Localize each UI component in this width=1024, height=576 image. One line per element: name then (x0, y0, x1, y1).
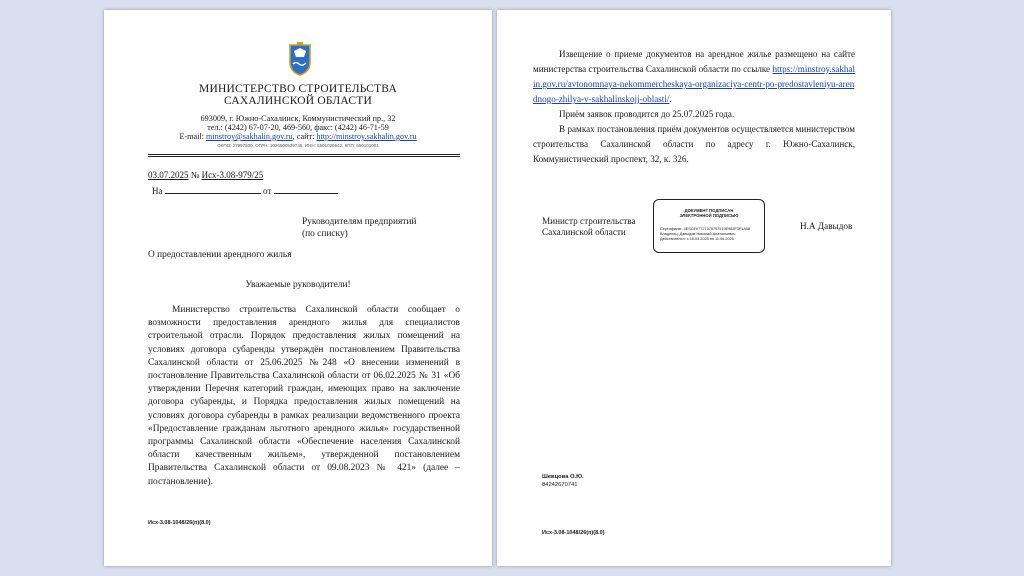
ministry-contacts (104, 132, 492, 141)
coat-of-arms-icon (287, 42, 313, 76)
ministry-name-line1: МИНИСТЕРСТВО СТРОИТЕЛЬСТВА (199, 83, 397, 95)
stamp-title-line2: ЭЛЕКТРОННОЙ ПОДПИСЬЮ (679, 213, 739, 218)
stamp-owner: Владелец: Давыдов Николай Анатольевич (660, 232, 736, 236)
notice-link[interactable]: https://minstroy.sakhalin.gov.ru/avtonomnaya-nekommercheskaya-organizaciya-centr-po-predostavleniyu-arendnogo-zhilya-v-sakhalinskojj-oblasti/ (533, 64, 855, 104)
letter-page-1 (104, 10, 492, 566)
incoming-reference (152, 185, 338, 196)
incoming-date-field (274, 185, 338, 194)
letter-subject: О предоставлении арендного жилья (148, 250, 292, 260)
signer-title-line1: Министр строительства (542, 216, 636, 226)
ministry-name-line2: САХАЛИНСКОЙ ОБЛАСТИ (224, 95, 372, 107)
doc-number: Исх-3.08-979/25 (201, 170, 264, 180)
signer-title (542, 216, 636, 237)
executor-phone: 84242670741 (542, 482, 578, 488)
site-link[interactable]: http://minstroy.sakhalin.gov.ru (316, 132, 417, 141)
ministry-address: 693009, г. Южно-Сахалинск, Коммунистический пр., 32 (200, 114, 396, 123)
address-paragraph: В рамках постановления приём документов осуществляется министерством строительства Сахалинской области по адресу г. Южно-Сахалинск, Коммунистический проспект, 32, к. 326. (533, 124, 855, 164)
email-label: E-mail: (179, 132, 204, 141)
recipient-block (302, 216, 416, 240)
page1-footer-code: Исх-3.08-1048/26(п)(8.0) (148, 520, 211, 526)
doc-no-sign: № (190, 170, 200, 180)
header-rule-thin (148, 156, 460, 157)
electronic-signature-stamp (653, 199, 765, 253)
from-label: от (263, 186, 272, 196)
signer-title-line2: Сахалинской области (542, 226, 626, 237)
salutation: Уважаемые руководители! (245, 280, 351, 290)
page2-body (533, 47, 855, 167)
ministry-name (104, 83, 492, 107)
executor-name: Шевцова О.Ю. (542, 474, 584, 480)
ministry-phones: тел.: (4242) 67-07-20, 469-560, факс: (4242) 46-71-59 (207, 123, 389, 132)
header-rule (148, 154, 460, 155)
email-link[interactable]: minstroy@sakhalin.gov.ru (206, 132, 293, 141)
recipient-line1: Руководителям предприятий (302, 217, 417, 227)
letter-page-2 (497, 10, 891, 566)
stamp-title-line1: ДОКУМЕНТ ПОДПИСАН (684, 208, 734, 213)
incoming-number-field (165, 185, 261, 194)
on-label: На (152, 186, 163, 196)
stamp-validity: Действителен: с 18.03.2025 по 11.06.2026 (660, 237, 734, 241)
notice-text: Извещение о приеме документов на арендное жилье размещено на сайте министерства строительства Сахалинской области по ссылке (533, 49, 855, 74)
registration-codes: ОКПО: 27997500, ОГРН: 1026500539746, ИНН: 6501026642, КПП: 650101001 (217, 143, 379, 148)
notice-end: . (669, 94, 672, 104)
site-label: , сайт: (292, 132, 315, 141)
body-paragraph: Министерство строительства Сахалинской области сообщает о возможности предоставления арендного жилья для специалистов строительной отрасли. Порядок предоставления жилых помещений на условиях договора субаренды утверждён постановлением Правительства Сахалинской области от 25.06.2025 №248 «О внесении изменений в постановление Правительства Сахалинской области от 06.02.2025 № 31 «Об утверждении Перечня категорий граждан, имеющих право на заключение договора субаренды, и Порядка предоставления жилых помещений на условиях договора субаренды в рамках реализации ведомственного проекта «Предоставление гражданам льготного арендного жилья» государственной программы Сахалинской области «Обеспечение населения Сахалинской области качественным жильем», утвержденной постановлением Правительства Сахалинской области от 09.08.2023 № 421» (далее – постановление). (148, 305, 460, 487)
stamp-certificate: Сертификат: 4ESCE07727375797519E983F3F1A58 (660, 227, 751, 231)
doc-date: 03.07.2025 (148, 170, 189, 180)
recipient-line2: (по списку) (302, 229, 348, 239)
outgoing-reference (148, 170, 263, 180)
deadline-paragraph: Приём заявок проводится до 25.07.2025 года. (559, 109, 735, 119)
signer-name: Н.А Давыдов (800, 221, 853, 231)
notice-paragraph (533, 47, 855, 107)
letter-body (148, 304, 460, 489)
page2-footer-code: Исх-3.08-1048/26(п)(8.0) (542, 530, 605, 536)
